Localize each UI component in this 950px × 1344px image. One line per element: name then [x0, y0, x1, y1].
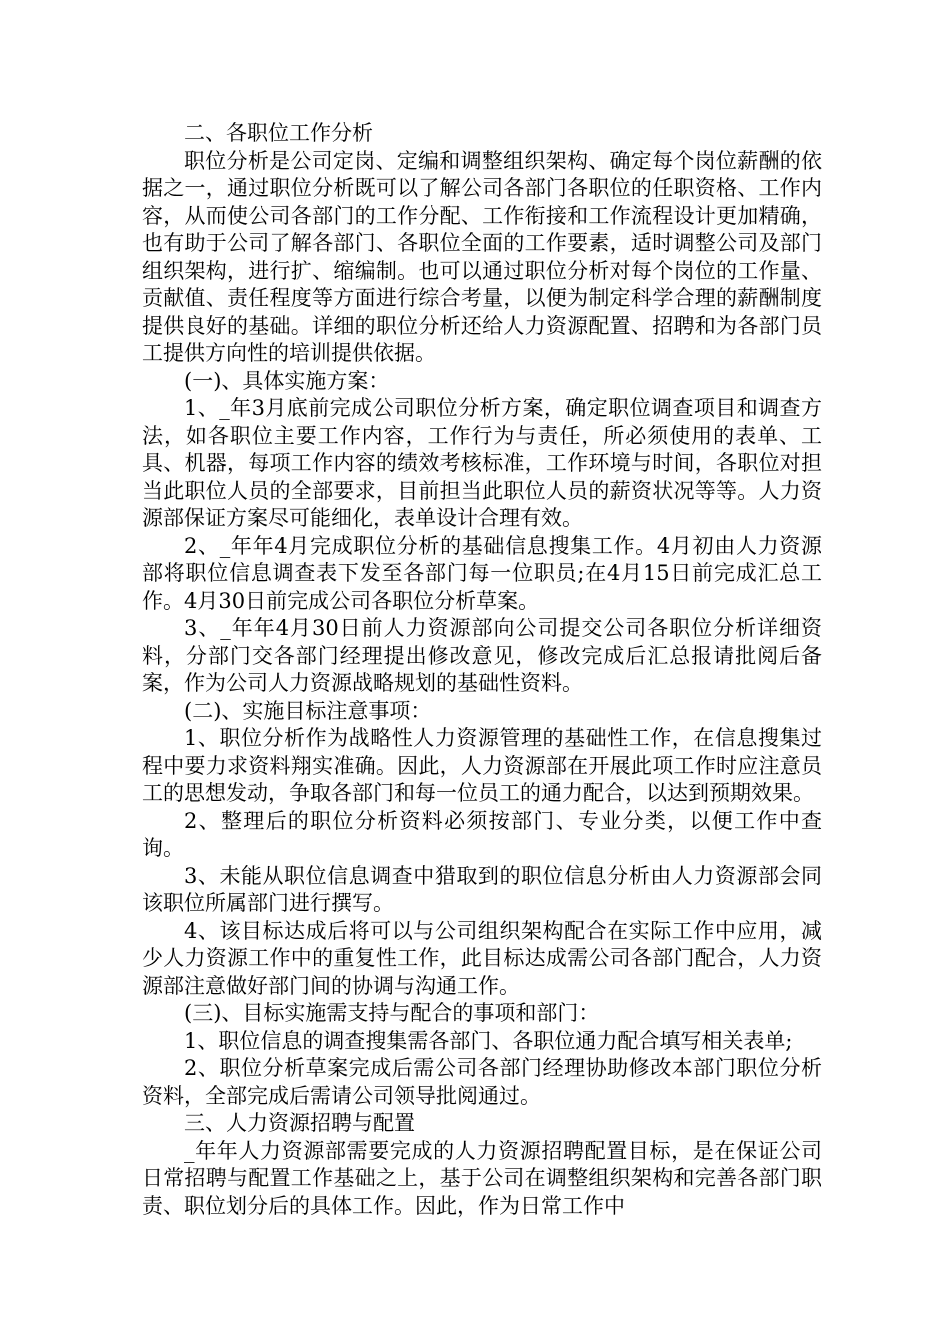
list-item: 2、整理后的职位分析资料必须按部门、专业分类，以便工作中查询。 — [142, 808, 822, 860]
list-item: 1、_年3月底前完成公司职位分析方案，确定职位调查项目和调查方法，如各职位主要工作内容，工作行为与责任，所必须使用的表单、工具、机器，每项工作内容的绩效考核标准，工作环境与时间，各职位对担当此职位人员的全部要求，目前担当此职位人员的薪资状况等等。人力资源部保证方案尽可能细化，表单设计合理有效。 — [142, 396, 822, 530]
section-heading: 二、各职位工作分析 — [184, 121, 373, 145]
list-item: 1、职位分析作为战略性人力资源管理的基础性工作，在信息搜集过程中要力求资料翔实准确。因此，人力资源部在开展此项工作时应注意员工的思想发动，争取各部门和每一位员工的通力配合，以达到预期效果。 — [142, 726, 822, 805]
document-page — [142, 120, 822, 1220]
list-item: 2、职位分析草案完成后需公司各部门经理协助修改本部门职位分析资料，全部完成后需请公司领导批阅通过。 — [142, 1056, 822, 1108]
list-item: 1、职位信息的调查搜集需各部门、各职位通力配合填写相关表单; — [184, 1028, 793, 1053]
list-item: 2、_年年4月完成职位分析的基础信息搜集工作。4月初由人力资源部将职位信息调查表下发至各部门每一位职员;在4月15日前完成汇总工作。4月30日前完成公司各职位分析草案。 — [142, 533, 822, 613]
body-paragraph: _年年人力资源部需要完成的人力资源招聘配置目标，是在保证公司日常招聘与配置工作基础之上，基于公司在调整组织架构和完善各部门职责、职位划分后的具体工作。因此，作为日常工作中 — [142, 1138, 822, 1218]
list-item: 3、未能从职位信息调查中猎取到的职位信息分析由人力资源部会同该职位所属部门进行撰写。 — [142, 863, 822, 915]
subsection-heading: (二)、实施目标注意事项： — [184, 698, 432, 723]
subsection-heading: (一)、具体实施方案： — [184, 368, 390, 393]
subsection-heading: (三)、目标实施需支持与配合的事项和部门： — [184, 1001, 600, 1025]
list-item: 4、该目标达成后将可以与公司组织架构配合在实际工作中应用，减少人力资源工作中的重复性工作，此目标达成需公司各部门配合，人力资源部注意做好部门间的协调与沟通工作。 — [142, 918, 822, 998]
list-item: 3、_年年4月30日前人力资源部向公司提交公司各职位分析详细资料，分部门交各部门经理提出修改意见，修改完成后汇总报请批阅后备案，作为公司人力资源战略规划的基础性资料。 — [142, 616, 822, 695]
section-heading: 三、人力资源招聘与配置 — [184, 1111, 415, 1135]
body-paragraph: 职位分析是公司定岗、定编和调整组织架构、确定每个岗位薪酬的依据之一，通过职位分析既可以了解公司各部门各职位的任职资格、工作内容，从而使公司各部门的工作分配、工作衔接和工作流程设计更加精确，也有助于公司了解各部门、各职位全面的工作要素，适时调整公司及部门组织架构，进行扩、缩编制。也可以通过职位分析对每个岗位的工作量、贡献值、责任程度等方面进行综合考量，以便为制定科学合理的薪酬制度提供良好的基础。详细的职位分析还给人力资源配置、招聘和为各部门员工提供方向性的培训提供依据。 — [142, 148, 822, 365]
